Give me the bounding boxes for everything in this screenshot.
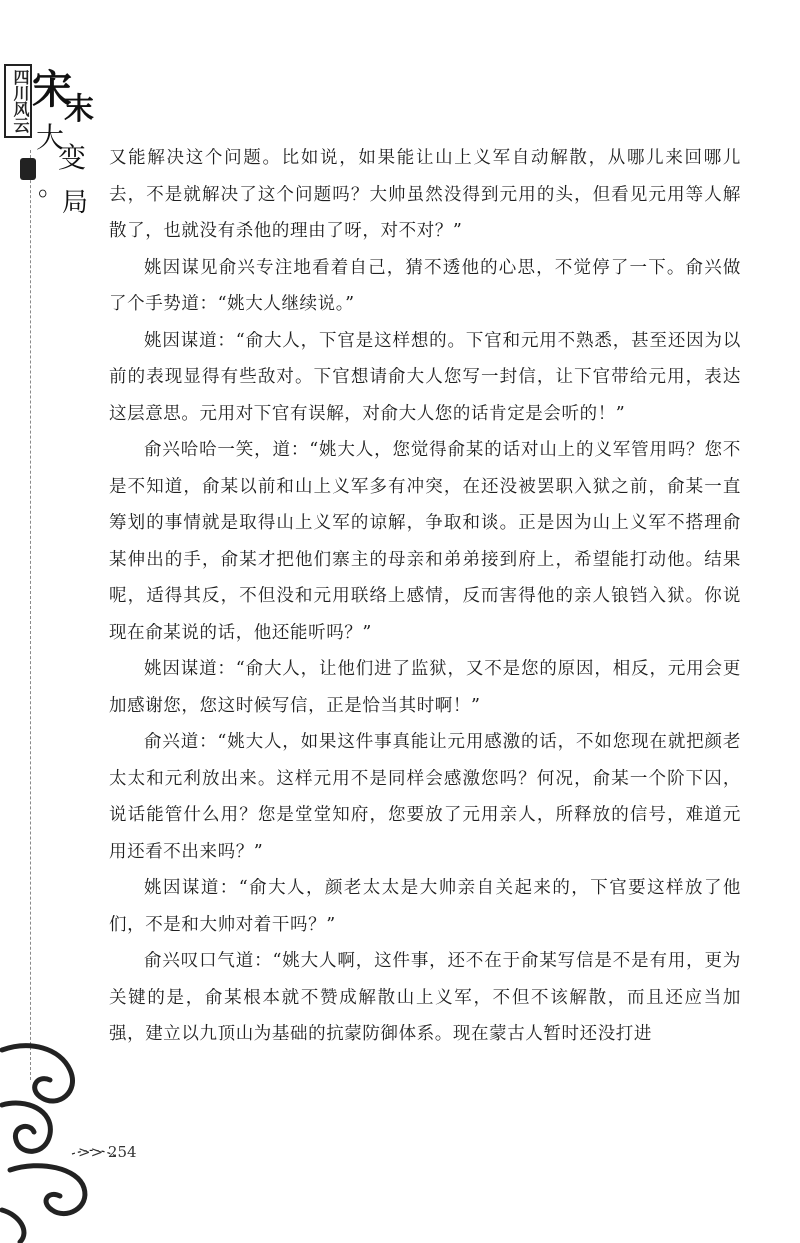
paragraph-3: 姚因谋道：“俞大人，下官是这样想的。下官和元用不熟悉，甚至还因为以前的表现显得有些敌对。下官想请俞大人您写一封信，让下官带给元用，表达这层意思。元用对下官有误解，对俞大人您的话肯定是会听的！” bbox=[109, 330, 741, 424]
paragraph-4: 俞兴哈哈一笑，道：“姚大人，您觉得俞某的话对山上的义军管用吗？您不是不知道，俞某以前和山上义军多有冲突，在还没被罢职入狱之前，俞某一直筹划的事情就是取得山上义军的谅解，争取和谈。正是因为山上义军不搭理俞某伸出的手，俞某才把他们寨主的母亲和弟弟接到府上，希望能打动他。结果呢，适得其反，不但没和元用联络上感情，反而害得他的亲人锒铛入狱。你说现在俞某说的话，他还能听吗？” bbox=[109, 440, 741, 643]
body-text bbox=[109, 140, 741, 1053]
series-name: 四川风云 bbox=[11, 69, 30, 133]
paragraph-7: 姚因谋道：“俞大人，颜老太太是大帅亲自关起来的，下官要这样放了他们，不是和大帅对着干吗？” bbox=[109, 878, 741, 935]
paragraph-6: 俞兴道：“姚大人，如果这件事真能让元用感激的话，不如您现在就把颜老太太和元利放出来。这样元用不是同样会感激您吗？何况，俞某一个阶下囚，说话能管什么用？您是堂堂知府，您要放了元用亲人，所释放的信号，难道元用还看不出来吗？” bbox=[109, 732, 741, 862]
page-number bbox=[78, 1143, 137, 1161]
paragraph-8: 俞兴叹口气道：“姚大人啊，这件事，还不在于俞某写信是不是有用，更为关键的是，俞某根本就不赞成解散山上义军，不但不该解散，而且还应当加强，建立以九顶山为基础的抗蒙防御体系。现在蒙古人暂时还没打进 bbox=[109, 951, 741, 1044]
title-char-2: 末 bbox=[64, 92, 94, 127]
page-number-value: 254 bbox=[107, 1143, 137, 1161]
title-suffix: 。 bbox=[38, 172, 65, 202]
title-char-5: 局 bbox=[62, 188, 89, 218]
title-char-4: 变 bbox=[58, 141, 87, 174]
page-marker: >> bbox=[78, 1143, 104, 1161]
title-char-1: 宋 bbox=[32, 66, 72, 113]
paragraph-5: 姚因谋道：“俞大人，让他们进了监狱，又不是您的原因，相反，元用会更加感谢您，您这时候写信，正是恰当其时啊！” bbox=[109, 659, 741, 716]
cloud-ornament-icon bbox=[0, 1010, 120, 1243]
paragraph-2: 姚因谋见俞兴专注地看着自己，猜不透他的心思，不觉停了一下。俞兴做了个手势道：“姚大人继续说。” bbox=[109, 257, 741, 314]
margin-dotted-rule bbox=[30, 150, 31, 1080]
paragraph-1: 又能解决这个问题。比如说，如果能让山上义军自动解散，从哪儿来回哪儿去，不是就解决了这个问题吗？大帅虽然没得到元用的头，但看见元用等人解散了，也就没有杀他的理由了呀，对不对？” bbox=[109, 148, 741, 241]
title-char-3: 大 bbox=[36, 121, 65, 154]
seal-stamp bbox=[20, 158, 36, 180]
series-tag bbox=[4, 64, 32, 138]
